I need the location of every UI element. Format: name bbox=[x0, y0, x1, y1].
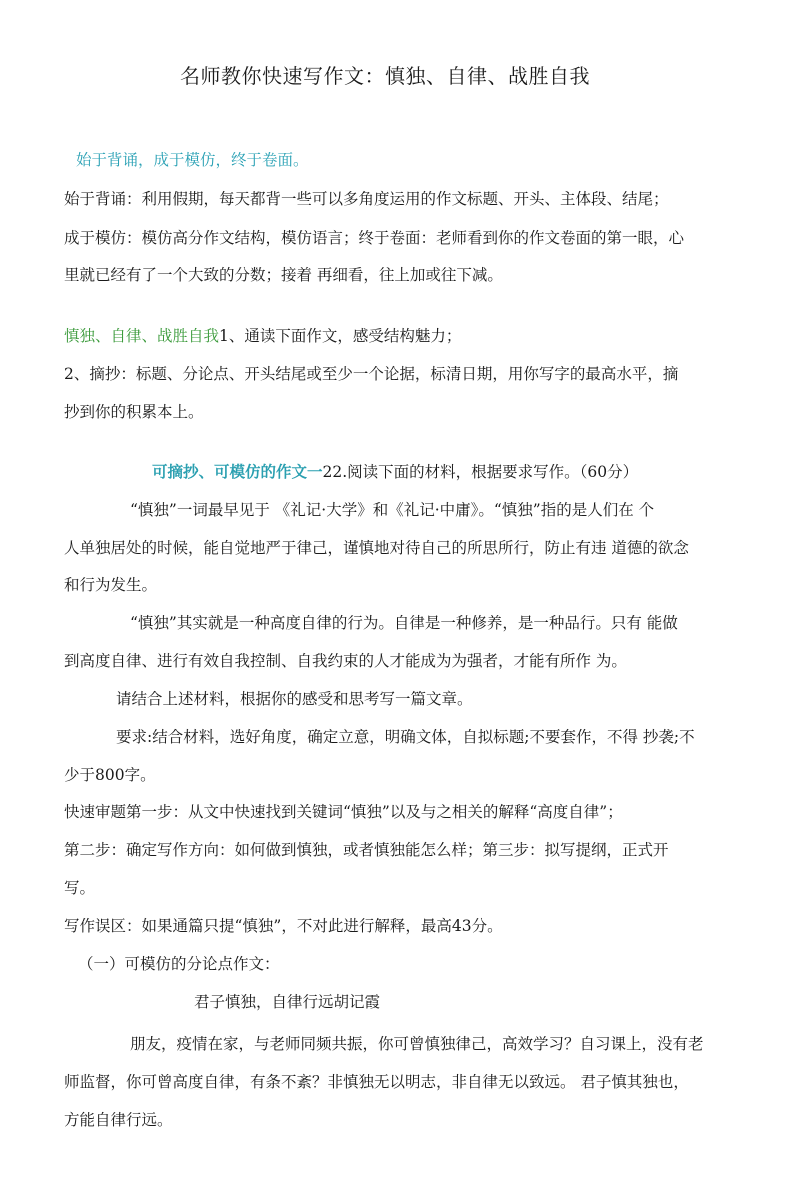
material-para3: 请结合上述材料，根据你的感受和思考写一篇文章。 bbox=[116, 690, 473, 708]
excerpt-instruction-line2: 抄到你的积累本上。 bbox=[64, 403, 204, 421]
essay-title: 君子慎独，自律行远胡记霞 bbox=[194, 993, 381, 1011]
requirements-line1: 要求:结合材料，选好角度，确定立意，明确文体，自拟标题;不要套作，不得 抄袭;不 bbox=[116, 728, 695, 746]
step1: 快速审题第一步：从文中快速找到关键词“慎独”以及与之相关的解释“高度自律”； bbox=[64, 803, 623, 821]
page-title: 名师教你快速写作文：慎独、自律、战胜自我 bbox=[180, 64, 590, 88]
section-heading-1-label: 慎独、自律、战胜自我 bbox=[64, 327, 220, 345]
slogan: 始于背诵，成于模仿，终于卷面。 bbox=[76, 151, 309, 169]
excerpt-instruction-line1: 2、摘抄：标题、分论点、开头结尾或至少一个论据，标清日期，用你写字的最高水平，摘 bbox=[64, 365, 679, 383]
essay-para1-line3: 方能自律行远。 bbox=[64, 1111, 173, 1129]
section-heading-1 bbox=[64, 324, 461, 346]
paragraph-imitate-line2: 里就已经有了一个大致的分数；接着 再细看，往上加或往下减。 bbox=[64, 266, 503, 284]
material-para2-line2: 到高度自律、进行有效自我控制、自我约束的人才能成为为强者，才能有所作 为。 bbox=[64, 652, 627, 670]
requirements-line2: 少于800字。 bbox=[64, 766, 156, 784]
paragraph-recite: 始于背诵：利用假期，每天都背一些可以多角度运用的作文标题、开头、主体段、结尾； bbox=[64, 190, 669, 208]
section-heading-2 bbox=[152, 460, 638, 482]
subsection-heading: （一）可模仿的分论点作文： bbox=[78, 955, 280, 973]
step2-line1: 第二步：确定写作方向：如何做到慎独，或者慎独能怎么样；第三步：拟写提纲，正式开 bbox=[64, 841, 669, 859]
section-heading-2-label: 可摘抄、可模仿的作文一 bbox=[152, 462, 323, 481]
material-para2-line1: “慎独”其实就是一种高度自律的行为。自律是一种修养，是一种品行。只有 能做 bbox=[130, 614, 678, 632]
material-para1-line1: “慎独”一词最早见于 《礼记·大学》和《礼记·中庸》。“慎独”指的是人们在 个 bbox=[130, 501, 655, 519]
material-para1-line2: 人单独居处的时候，能自觉地严于律己，谨慎地对待自己的所思所行，防止有违 道德的欲念 bbox=[64, 539, 689, 557]
material-para1-line3: 和行为发生。 bbox=[64, 576, 158, 594]
essay-para1-line2: 师监督，你可曾高度自律，有条不紊？非慎独无以明志，非自律无以致远。 君子慎其独也， bbox=[64, 1073, 689, 1091]
section-heading-1-text: 1、通读下面作文，感受结构魅力； bbox=[219, 327, 462, 345]
step2-line2: 写。 bbox=[64, 879, 96, 897]
essay-para1-line1: 朋友，疫情在家，与老师同频共振，你可曾慎独律己，高效学习？自习课上，没有老 bbox=[130, 1035, 704, 1053]
paragraph-imitate-line1: 成于模仿：模仿高分作文结构，模仿语言；终于卷面：老师看到你的作文卷面的第一眼，心 bbox=[64, 229, 685, 247]
writing-mistake: 写作误区：如果通篇只提“慎独”，不对此进行解释，最高43分。 bbox=[64, 917, 503, 935]
section-heading-2-text: 22.阅读下面的材料，根据要求写作。（60分） bbox=[322, 463, 639, 481]
